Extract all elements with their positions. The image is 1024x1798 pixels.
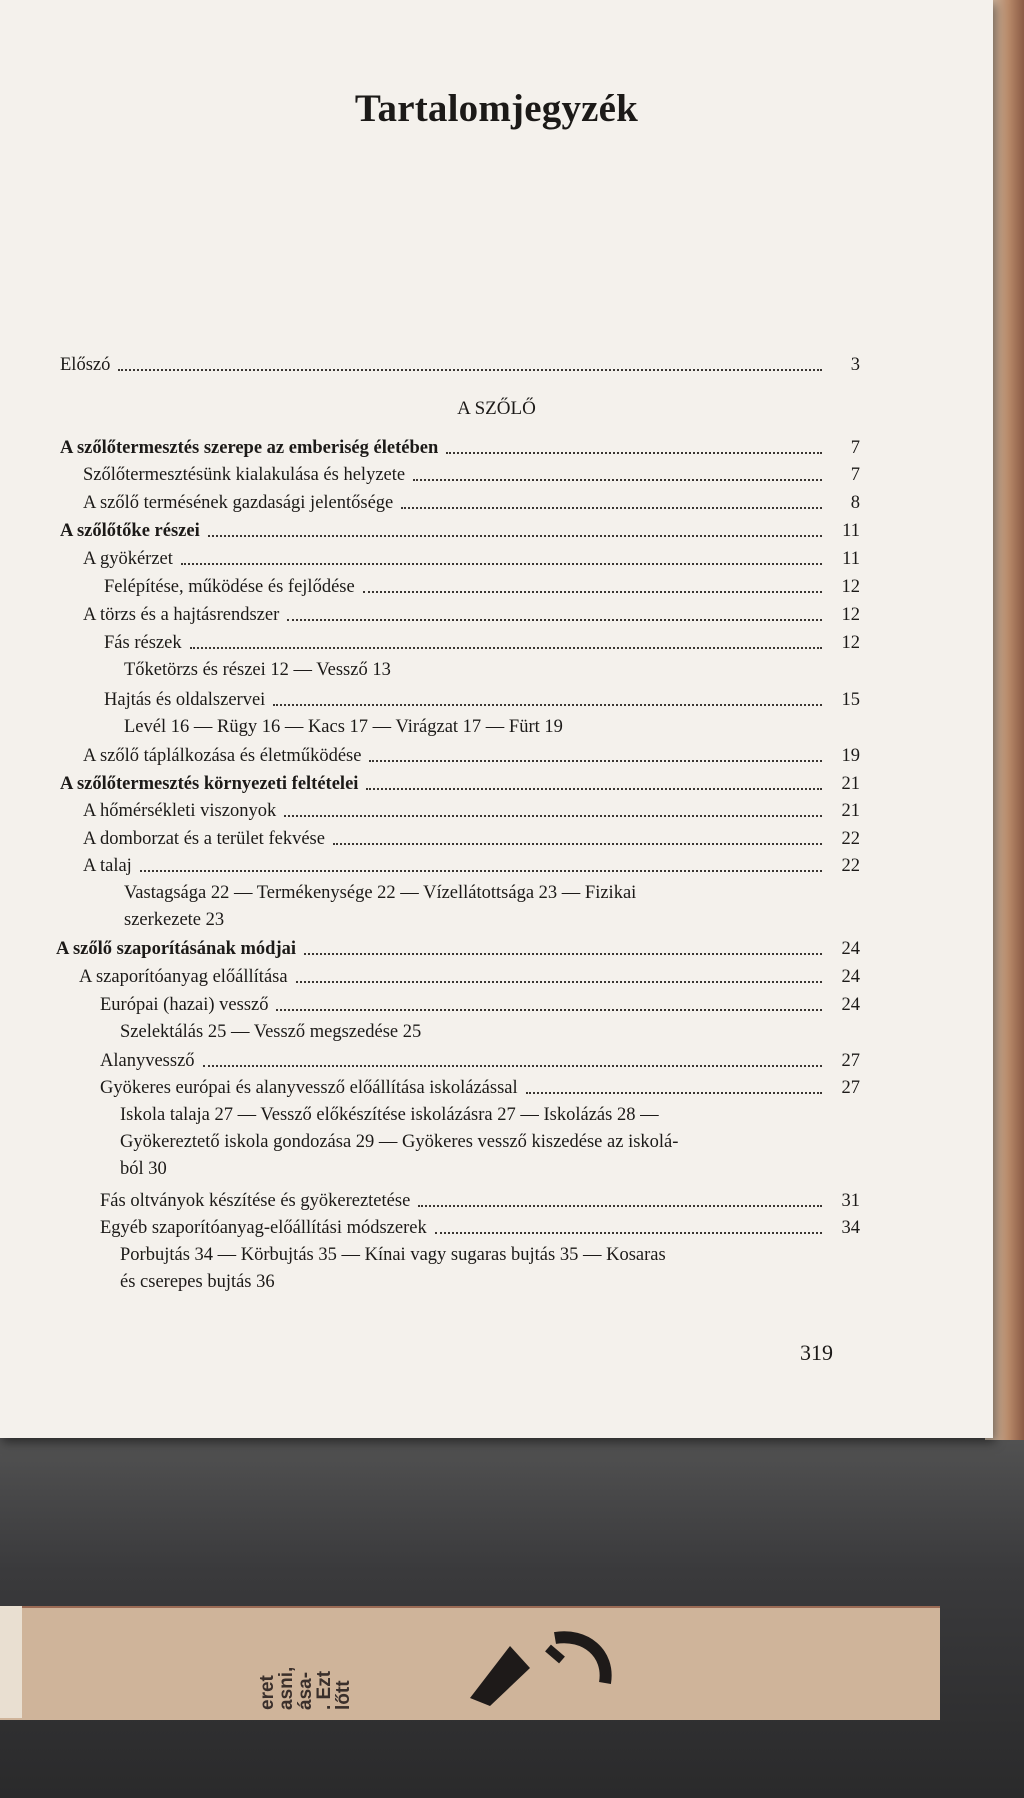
toc-entry-page: 19 [841,746,860,766]
toc-entry-label: A szőlőtermesztés környezeti feltételei [60,774,359,794]
dot-leader [208,535,822,537]
page-number: 319 [800,1340,833,1365]
toc-entry-label: Előszó [60,355,111,375]
dot-leader [401,507,822,509]
toc-entry-page: 11 [842,521,860,541]
toc-entry-page: 7 [850,465,860,485]
toc-subentry-line: Iskola talaja 27 — Vessző előkészítése iskolázásra 27 — Iskolázás 28 — [120,1105,659,1125]
toc-entry [83,464,860,486]
dot-leader [273,704,822,706]
spine-text-line: ása- [295,1671,316,1710]
toc-entry [60,354,860,376]
toc-entry [60,773,860,795]
toc-subentry-line: ból 30 [120,1159,167,1179]
toc-entry [100,1217,860,1239]
toc-entry [83,745,860,767]
toc-entry-page: 8 [850,493,860,513]
dot-leader [333,843,822,845]
dot-leader [118,369,822,371]
toc-entry [83,800,860,822]
toc-subentry-line: Vastagsága 22 — Termékenysége 22 — Vízellátottsága 23 — Fizikai [124,883,637,903]
toc-entry-page: 31 [841,1191,860,1211]
dot-leader [140,870,822,872]
toc-entry-label: Fás oltványok készítése és gyökereztetése [100,1191,411,1211]
toc-entry-label: A gyökérzet [83,549,173,569]
toc-entry-page: 22 [841,856,860,876]
toc-entry-page: 12 [841,633,860,653]
toc-subentry-line: Levél 16 — Rügy 16 — Kacs 17 — Virágzat 17 — Fürt 19 [124,717,563,737]
toc-entry-label: Felépítése, működése és fejlődése [104,577,355,597]
toc-entry [83,548,860,570]
toc-subentry [120,1102,678,1183]
dot-leader [276,1009,822,1011]
toc-entry-label: A szőlő szaporításának módjai [56,939,297,959]
toc-subentry [124,880,636,934]
spine-graphic-mark [470,1628,620,1708]
toc-entry [60,437,860,459]
toc-entry [100,1077,860,1099]
toc-entry [60,520,860,542]
toc-entry-label: A szaporítóanyag előállítása [79,967,288,987]
toc-entry-page: 7 [850,438,860,458]
page-title: Tartalomjegyzék [354,87,639,130]
toc-entry-label: Gyökeres európai és alanyvessző előállítása iskolázással [100,1078,518,1098]
dot-leader [203,1065,822,1067]
toc-entry-page: 27 [841,1051,860,1071]
toc-subentry [124,657,391,684]
toc-entry-page: 12 [841,605,860,625]
toc-entry-label: A hőmérsékleti viszonyok [83,801,277,821]
dot-leader [526,1092,822,1094]
toc-entry-page: 22 [841,829,860,849]
toc-subentry [120,1242,666,1296]
spine-text-line: eret [257,1675,278,1710]
toc-entry-page: 21 [841,774,860,794]
toc-subentry-line: Szelektálás 25 — Vessző megszedése 25 [120,1022,422,1042]
dot-leader [366,788,822,790]
toc-subentry [120,1019,421,1046]
dot-leader [413,479,822,481]
spine-text-line: asni, [276,1666,297,1710]
toc-subentry-line: Tőketörzs és részei 12 — Vessző 13 [124,660,391,680]
toc-entry-label: A talaj [83,856,132,876]
dot-leader [363,591,822,593]
dot-leader [296,981,822,983]
dot-leader [190,647,822,649]
dot-leader [418,1205,822,1207]
toc-entry-page: 34 [841,1218,860,1238]
dot-leader [435,1232,822,1234]
section-heading: A SZŐLŐ [457,398,536,419]
toc-entry-page: 24 [841,939,860,959]
toc-entry-page: 24 [841,995,860,1015]
toc-entry-page: 15 [841,690,860,710]
toc-entry [83,492,860,514]
dot-leader [304,953,822,955]
toc-entry-page: 12 [841,577,860,597]
toc-entry [104,689,860,711]
toc-entry-label: A törzs és a hajtásrendszer [83,605,280,625]
toc-entry-page: 21 [841,801,860,821]
toc-entry-label: Egyéb szaporítóanyag-előállítási módszerek [100,1218,427,1238]
toc-entry-page: 3 [850,355,860,375]
dot-leader [446,452,822,454]
dot-leader [287,619,822,621]
toc-entry [104,632,860,654]
toc-entry-label: Alanyvessző [100,1051,195,1071]
toc-subentry-line: Gyökereztető iskola gondozása 29 — Gyökeres vessző kiszedése az iskolá- [120,1132,679,1152]
toc-subentry-line: és cserepes bujtás 36 [120,1272,275,1292]
toc-entry-label: Európai (hazai) vessző [100,995,269,1015]
toc-entry-page: 27 [841,1078,860,1098]
toc-entry [100,994,860,1016]
spine-edge-strip [0,1606,22,1718]
toc-subentry-line: szerkezete 23 [124,910,225,930]
dot-leader [181,563,822,565]
toc-entry [100,1050,860,1072]
spine-text-line: lőtt [333,1680,354,1710]
toc-entry-page: 11 [842,549,860,569]
toc-entry-label: A szőlőtőke részei [60,521,200,541]
toc-entry-label: A domborzat és a terület fekvése [83,829,325,849]
toc-entry [83,604,860,626]
dot-leader [284,815,822,817]
toc-subentry [124,714,563,741]
toc-entry-label: A szőlő termésének gazdasági jelentősége [83,493,394,513]
toc-entry-page: 24 [841,967,860,987]
toc-entry-label: Hajtás és oldalszervei [104,690,266,710]
toc-entry-label: A szőlőtermesztés szerepe az emberiség életében [60,438,439,458]
toc-entry-label: Fás részek [104,633,182,653]
dot-leader [369,760,822,762]
toc-entry-label: Szőlőtermesztésünk kialakulása és helyzete [83,465,406,485]
spine-text-line: . Ezt [314,1670,335,1710]
toc-subentry-line: Porbujtás 34 — Körbujtás 35 — Kínai vagy sugaras bujtás 35 — Kosaras [120,1245,666,1265]
toc-entry [79,966,860,988]
toc-entry [104,576,860,598]
spine-text [257,1618,354,1710]
toc-entry [83,828,860,850]
toc-entry [83,855,860,877]
toc-entry [100,1190,860,1212]
toc-entry-label: A szőlő táplálkozása és életműködése [83,746,362,766]
toc-entry [56,938,860,960]
